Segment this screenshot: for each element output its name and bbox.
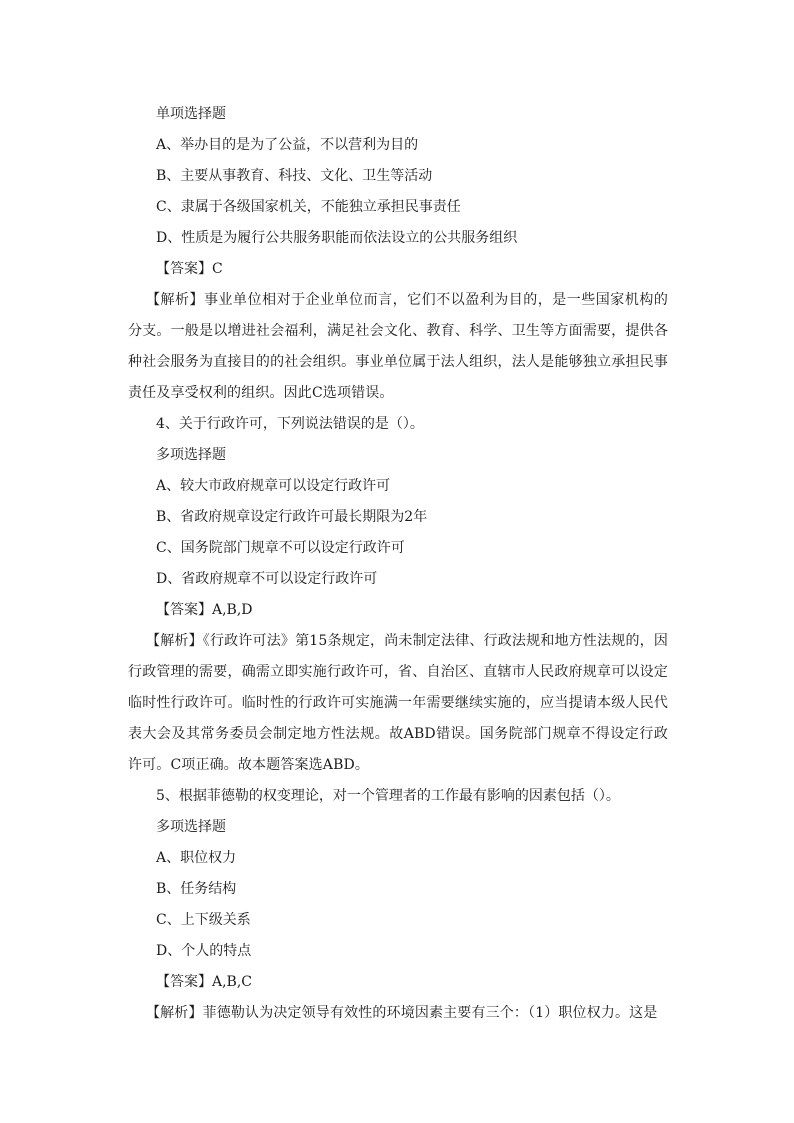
q4-option-c: C、国务院部门规章不可以设定行政许可 bbox=[156, 540, 405, 556]
q5-analysis: 【解析】菲德勒认为决定领导有效性的环境因素主要有三个：（1）职位权力。这是 bbox=[146, 1005, 658, 1021]
q4-option-d: D、省政府规章不可以设定行政许可 bbox=[156, 571, 378, 587]
q3-option-d: D、性质是为履行公共服务职能而依法设立的公共服务组织 bbox=[156, 230, 518, 246]
q5-option-d: D、个人的特点 bbox=[156, 943, 252, 959]
q5-option-c: C、上下级关系 bbox=[156, 912, 251, 928]
q4-answer: 【答案】A,B,D bbox=[156, 602, 253, 618]
q4-option-a: A、较大市政府规章可以设定行政许可 bbox=[156, 478, 391, 494]
q3-answer: 【答案】C bbox=[156, 261, 223, 277]
q3-analysis: 【解析】事业单位相对于企业单位而言，它们不以盈利为目的，是一些国家机构的分支。一般是以增进社会福利，满足社会文化、教育、科学、卫生等方面需要，提供各种社会服务为直接目的的社会组织。事业单位属于法人组织，法人是能够独立承担民事责任及享受权利的组织。因此C选项错误。 bbox=[128, 292, 668, 401]
q3-option-c: C、隶属于各级国家机关，不能独立承担民事责任 bbox=[156, 199, 461, 215]
q5-option-b: B、任务结构 bbox=[156, 881, 237, 897]
q4-type: 多项选择题 bbox=[156, 447, 226, 463]
q5-type: 多项选择题 bbox=[156, 819, 226, 835]
q3-option-a: A、举办目的是为了公益，不以营利为目的 bbox=[156, 137, 419, 153]
q4-analysis: 【解析】《行政许可法》第15条规定，尚未制定法律、行政法规和地方性法规的，因行政管理的需要，确需立即实施行政许可，省、自治区、直辖市人民政府规章可以设定临时性行政许可。临时性的行政许可实施满一年需要继续实施的，应当提请本级人民代表大会及其常务委员会制定地方性法规。故ABD错误。国务院部门规章不得设定行政许可。C项正确。故本题答案选ABD。 bbox=[128, 633, 668, 773]
q3-type: 单项选择题 bbox=[156, 106, 226, 122]
q4-question: 4、关于行政许可，下列说法错误的是（）。 bbox=[156, 416, 424, 432]
q4-option-b: B、省政府规章设定行政许可最长期限为2年 bbox=[156, 509, 428, 525]
q5-answer: 【答案】A,B,C bbox=[156, 974, 253, 990]
q5-question: 5、根据菲德勒的权变理论，对一个管理者的工作最有影响的因素包括（）。 bbox=[156, 788, 620, 804]
q5-option-a: A、职位权力 bbox=[156, 850, 237, 866]
q3-option-b: B、主要从事教育、科技、文化、卫生等活动 bbox=[156, 168, 433, 184]
page-content bbox=[128, 103, 668, 1033]
